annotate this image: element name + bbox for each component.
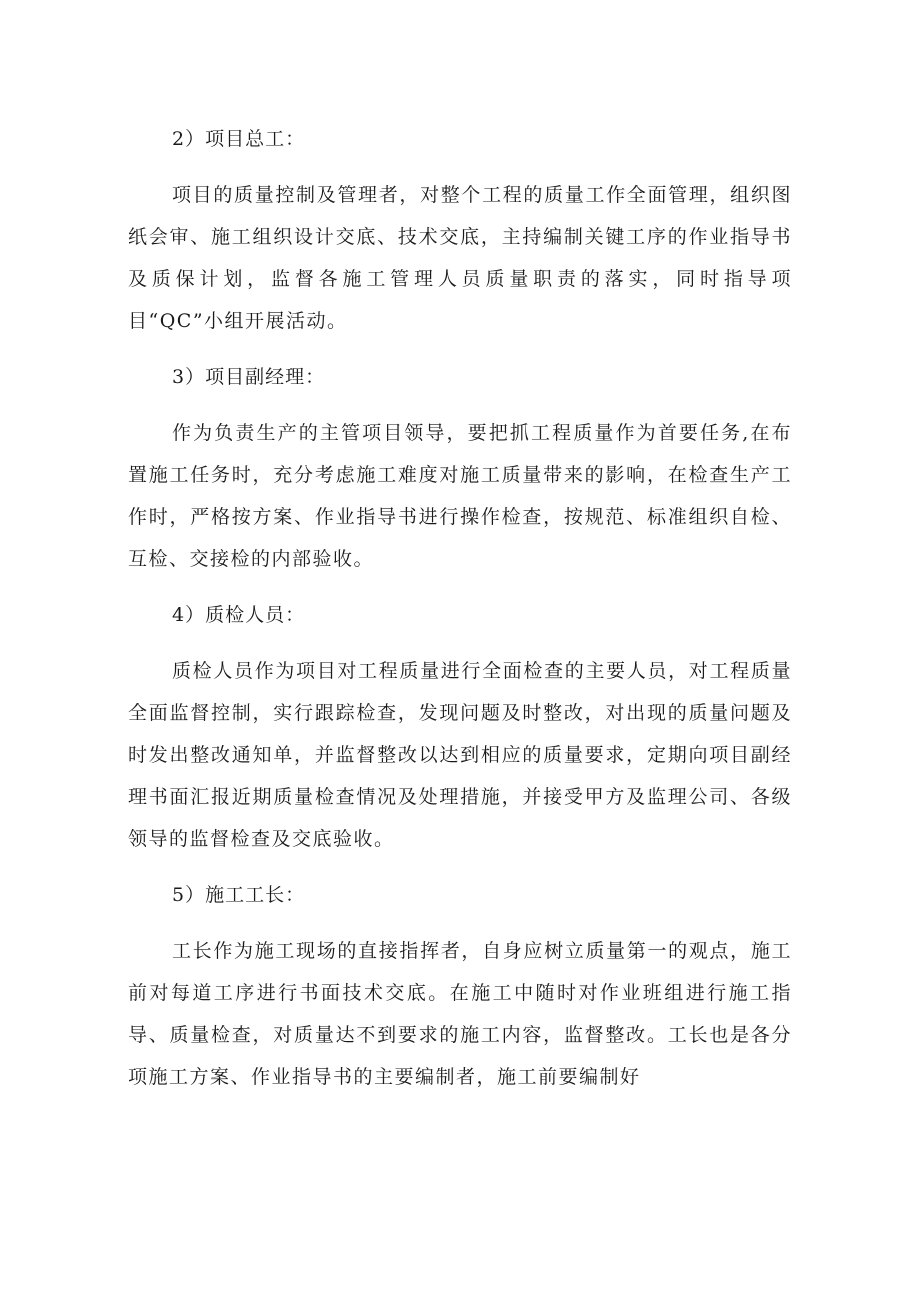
section-body-deputy-manager: 作为负责生产的主管项目领导，要把抓工程质量作为首要任务,在布置施工任务时，充分考虑施工难度对施工质量带来的影响，在检查生产工作时，严格按方案、作业指导书进行操作检查，按规范、标准组织自检、互检、交接检的内部验收。 [128,422,792,570]
section-body-chief-engineer: 项目的质量控制及管理者，对整个工程的质量工作全面管理，组织图纸会审、施工组织设计交底、技术交底，主持编制关键工序的作业指导书及质保计划，监督各施工管理人员质量职责的落实，同时指导项目“QC”小组开展活动。 [128,184,792,332]
document-body [128,118,792,1112]
section-heading-deputy-manager: 3）项目副经理： [172,366,326,388]
section-heading-foreman: 5）施工工长： [172,884,306,906]
section-body-foreman: 工长作为施工现场的直接指挥者，自身应树立质量第一的观点，施工前对每道工序进行书面技术交底。在施工中随时对作业班组进行施工指导、质量检查，对质量达不到要求的施工内容，监督整改。工长也是各分项施工方案、作业指导书的主要编制者，施工前要编制好 [128,940,792,1088]
section-heading-quality-inspector: 4）质检人员： [172,604,306,626]
section-heading-chief-engineer: 2）项目总工： [172,128,306,150]
section-body-quality-inspector: 质检人员作为项目对工程质量进行全面检查的主要人员，对工程质量全面监督控制，实行跟踪检查，发现问题及时整改，对出现的质量问题及时发出整改通知单，并监督整改以达到相应的质量要求，定期向项目副经理书面汇报近期质量检查情况及处理措施，并接受甲方及监理公司、各级领导的监督检查及交底验收。 [128,660,792,850]
